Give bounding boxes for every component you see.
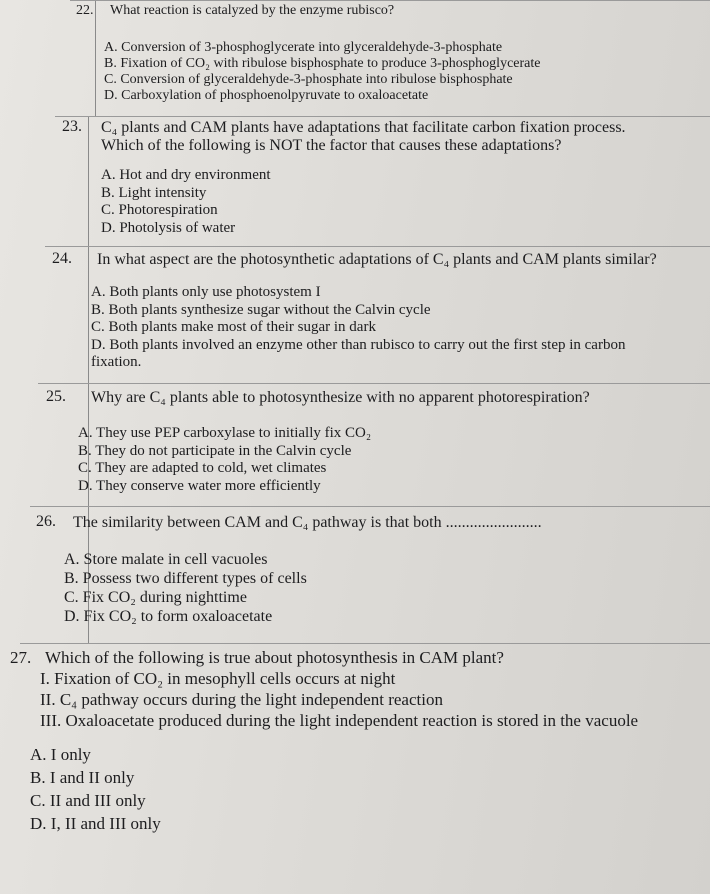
option-b: B. They do not participate in the Calvin cycle <box>78 442 352 459</box>
answer-options <box>101 167 271 237</box>
question-number: 23. <box>62 118 82 135</box>
option-b: B. Light intensity <box>101 184 207 201</box>
question-stem-line-2: Which of the following is NOT the factor that causes these adaptations? <box>101 137 562 154</box>
option-c: C. Conversion of glyceraldehyde-3-phosphate into ribulose bisphosphate <box>104 72 513 87</box>
answer-options <box>30 743 161 835</box>
question-stem: What reaction is catalyzed by the enzyme rubisco? <box>110 3 395 18</box>
row-divider <box>38 383 710 384</box>
option-c: C. Photorespiration <box>101 202 218 218</box>
question-number: 22. <box>76 3 94 18</box>
question-stem: Which of the following is true about photosynthesis in CAM plant? <box>45 648 504 667</box>
statement-i: I. Fixation of CO₂ in mesophyll cells occurs at night <box>40 669 396 688</box>
row-divider <box>30 506 710 507</box>
option-b: B. I and II only <box>30 768 135 787</box>
option-c: C. Fix CO₂ during nighttime <box>64 589 247 606</box>
option-a: A. I only <box>30 745 91 764</box>
answer-options <box>104 40 540 104</box>
question-stem: In what aspect are the photosynthetic adaptations of C₄ plants and CAM plants similar? <box>97 251 657 268</box>
question-stem: C₄ plants and CAM plants have adaptations that facilitate carbon fixation process. <box>101 119 626 136</box>
question-stem: Why are C₄ plants able to photosynthesize with no apparent photorespiration? <box>91 389 590 406</box>
statement-list <box>40 668 638 731</box>
question-number: 25. <box>46 388 66 405</box>
option-d: D. Photolysis of water <box>101 219 236 236</box>
row-divider <box>45 246 710 247</box>
option-d-continued: fixation. <box>91 354 142 370</box>
option-a: A. Hot and dry environment <box>101 167 271 183</box>
option-c: C. They are adapted to cold, wet climates <box>78 460 327 476</box>
option-a: A. Store malate in cell vacuoles <box>64 551 268 568</box>
answer-options <box>91 284 625 372</box>
option-b: B. Both plants synthesize sugar without the Calvin cycle <box>91 301 431 318</box>
row-divider <box>20 643 710 644</box>
option-c: C. II and III only <box>30 791 146 810</box>
option-d: D. Carboxylation of phosphoenolpyruvate to oxaloacetate <box>104 88 429 103</box>
option-d: D. They conserve water more efficiently <box>78 477 321 494</box>
column-divider <box>95 0 96 116</box>
question-stem: The similarity between CAM and C₄ pathway is that both ........................ <box>73 514 542 531</box>
question-number: 24. <box>52 250 72 267</box>
option-b: B. Possess two different types of cells <box>64 570 307 587</box>
option-a: A. They use PEP carboxylase to initially fix CO₂ <box>78 425 372 441</box>
statement-iii: III. Oxaloacetate produced during the light independent reaction is stored in the vacuole <box>40 711 639 730</box>
option-a: A. Conversion of 3-phosphoglycerate into glyceraldehyde-3-phosphate <box>104 40 503 55</box>
statement-ii: II. C₄ pathway occurs during the light independent reaction <box>40 690 443 709</box>
question-number: 26. <box>36 513 56 530</box>
option-d: D. I, II and III only <box>30 814 161 833</box>
option-d: D. Fix CO₂ to form oxaloacetate <box>64 608 273 625</box>
option-b: B. Fixation of CO₂ with ribulose bisphosphate to produce 3-phosphoglycerate <box>104 56 541 71</box>
row-divider <box>55 116 710 117</box>
question-number: 27. <box>10 648 32 667</box>
answer-options <box>78 425 371 495</box>
option-a: A. Both plants only use photosystem I <box>91 284 321 300</box>
row-divider <box>70 0 710 1</box>
option-c: C. Both plants make most of their sugar in dark <box>91 319 376 335</box>
answer-options <box>64 550 307 626</box>
option-d: D. Both plants involved an enzyme other than rubisco to carry out the first step in carbon <box>91 336 626 353</box>
